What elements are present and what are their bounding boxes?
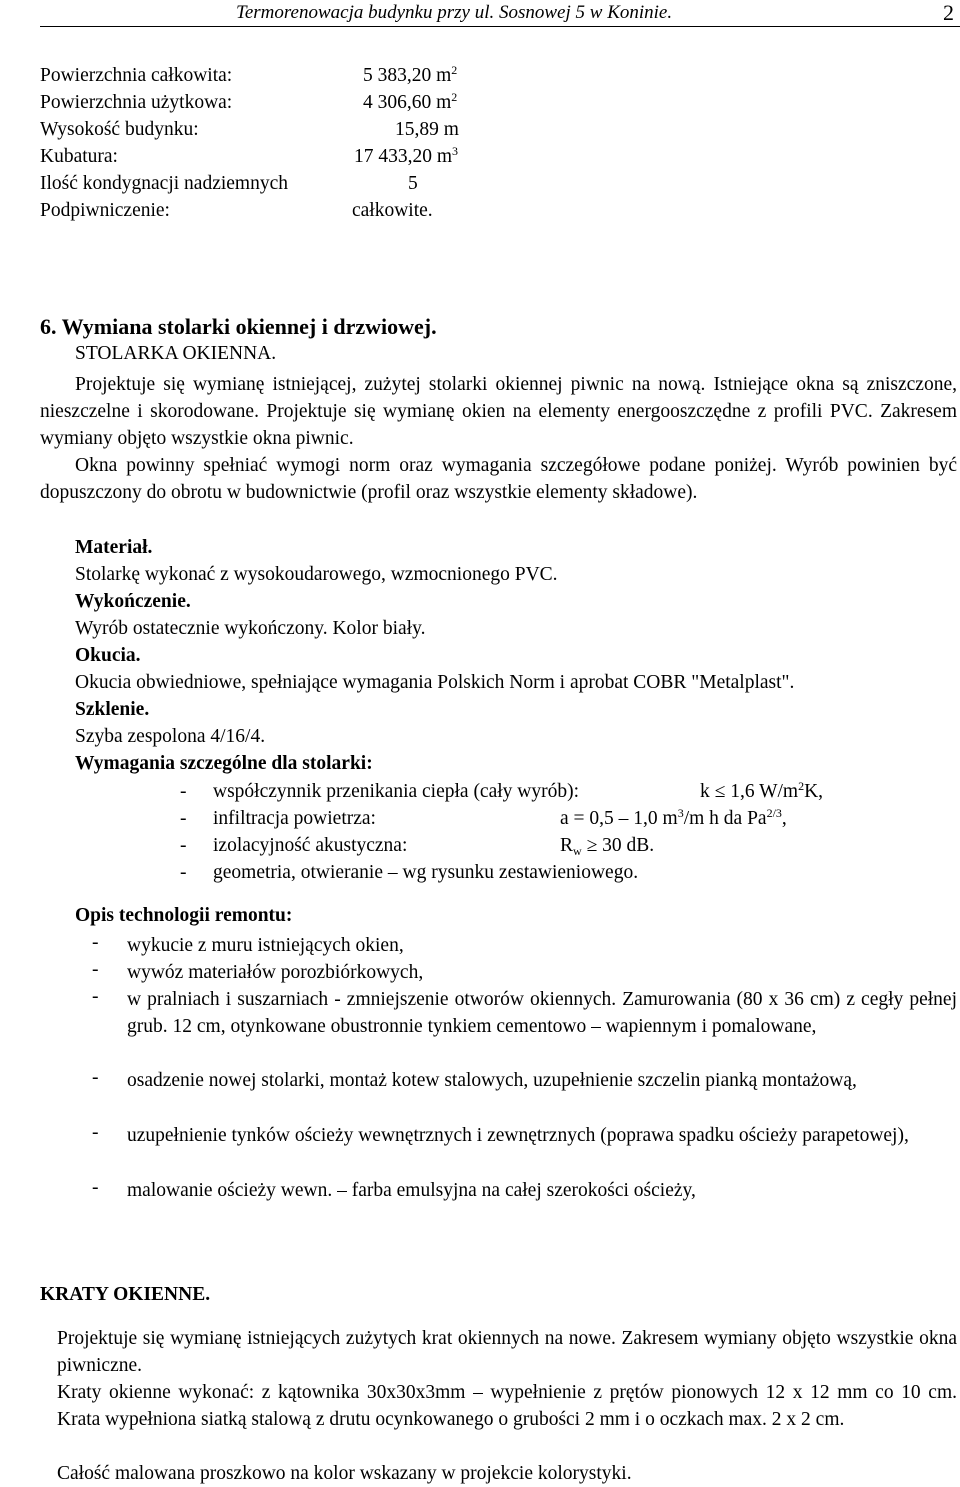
list-bullet: - xyxy=(92,932,99,953)
paragraph: Projektuje się wymianę istniejącej, zużytej stolarki okiennej piwnic na nową. Istniejące okna są zniszczone, nieszczelne i skorodowane. Projektuje się wymianę okien na elementy energooszczędne z profili PVC. Zakresem wymiany objęto wszystkie okna piwnic. xyxy=(40,374,957,449)
list-bullet: - xyxy=(180,835,187,856)
list-bullet: - xyxy=(92,959,99,980)
list-bullet: - xyxy=(92,1067,99,1088)
list-bullet: - xyxy=(180,862,187,883)
grates-heading: KRATY OKIENNE. xyxy=(40,1284,211,1305)
list-bullet: - xyxy=(92,986,99,1007)
list-bullet: - xyxy=(92,1122,99,1143)
paragraph: Projektuje się wymianę istniejących zużytych krat okiennych na nowe. Zakresem wymiany objęto wszystkie okna piwniczne. xyxy=(57,1328,957,1376)
requirement-label: współczynnik przenikania ciepła (cały wyrób): xyxy=(213,781,580,802)
list-item: w pralniach i suszarniach - zmniejszenie otworów okiennych. Zamurowania (80 x 36 cm) z cegły pełnej grub. 12 cm, otynkowane obustronnie tynkiem cementowo – wapiennym i pomalowane, xyxy=(127,989,957,1037)
stat-value: 15,89 m xyxy=(395,119,459,140)
section-heading: 6. Wymiana stolarki okiennej i drzwiowej. xyxy=(40,314,437,339)
requirement-label: geometria, otwieranie – wg rysunku zestawieniowego. xyxy=(213,862,639,883)
requirement-value: $R_w \ge 30$ dB. xyxy=(560,835,655,858)
list-item: wywóz materiałów porozbiórkowych, xyxy=(127,962,424,983)
finish-label: Wykończenie. xyxy=(75,591,191,612)
page-header xyxy=(40,0,960,27)
list-item: malowanie ościeży wewn. – farba emulsyjna na całej szerokości ościeży, xyxy=(127,1180,696,1201)
stat-label: Kubatura: xyxy=(40,146,118,167)
intro-paragraph xyxy=(75,344,957,371)
requirement-value: a = 0,5 – 1,0 $m^3/m$ h da $Pa^{2/3}$, xyxy=(560,806,787,829)
requirements-label: Wymagania szczególne dla stolarki: xyxy=(75,753,373,774)
glazing-label: Szklenie. xyxy=(75,699,150,720)
stat-label: Wysokość budynku: xyxy=(40,119,199,140)
list-item: wykucie z muru istniejących okien, xyxy=(127,935,404,956)
glazing-text: Szyba zespolona 4/16/4. xyxy=(75,726,266,747)
requirement-value: k ≤ 1,6 $W/m^2K$, xyxy=(700,779,824,802)
stat-value: 5 383,20 $m^2$ xyxy=(363,63,458,86)
stat-label: Podpiwniczenie: xyxy=(40,200,170,221)
stat-label: Ilość kondygnacji nadziemnych xyxy=(40,173,289,194)
sub-heading: STOLARKA OKIENNA. xyxy=(75,343,277,364)
requirement-label: izolacyjność akustyczna: xyxy=(213,835,408,856)
list-bullet: - xyxy=(180,781,187,802)
page-number: 2 xyxy=(943,0,954,25)
stat-value: całkowite. xyxy=(352,200,433,221)
stat-label: Powierzchnia całkowita: xyxy=(40,65,233,86)
stat-value: 4 306,60 $m^2$ xyxy=(363,90,458,113)
list-bullet: - xyxy=(92,1177,99,1198)
paragraph: Okna powinny spełniać wymogi norm oraz wymagania szczegółowe podane poniżej. Wyrób powinien być dopuszczony do obrotu w budownictwie (profil oraz wszystkie elementy składowe). xyxy=(40,455,957,503)
fittings-label: Okucia. xyxy=(75,645,141,666)
paragraph: Kraty okienne wykonać: z kątownika 30x30x3mm – wypełnienie z prętów pionowych 12 x 12 mm co 10 cm. Krata wypełniona siatką stalową z drutu ocynkowanego o grubości 2 mm i o oczkach max. 2 x 2 cm. xyxy=(57,1382,957,1430)
list-item: osadzenie nowej stolarki, montaż kotew stalowych, uzupełnienie szczelin pianką montażową, xyxy=(127,1070,857,1091)
technology-label: Opis technologii remontu: xyxy=(75,905,293,926)
header-title: Termorenowacja budynku przy ul. Sosnowej 5 w Koninie. xyxy=(236,2,673,23)
list-bullet: - xyxy=(180,808,187,829)
requirement-label: infiltracja powietrza: xyxy=(213,808,376,829)
paragraph: Całość malowana proszkowo na kolor wskazany w projekcie kolorystyki. xyxy=(57,1463,632,1484)
fittings-text: Okucia obwiedniowe, spełniające wymagania Polskich Norm i aprobat COBR "Metalplast". xyxy=(75,672,795,693)
stat-label: Powierzchnia użytkowa: xyxy=(40,92,233,113)
stat-value: 17 433,20 $m^3$ xyxy=(354,144,459,167)
list-item: uzupełnienie tynków ościeży wewnętrznych i zewnętrznych (poprawa spadku ościeży parapetowej), xyxy=(127,1125,909,1146)
finish-text: Wyrób ostatecznie wykończony. Kolor biały. xyxy=(75,618,426,639)
material-label: Materiał. xyxy=(75,537,153,558)
material-text: Stolarkę wykonać z wysokoudarowego, wzmocnionego PVC. xyxy=(75,564,558,585)
stat-value: 5 xyxy=(408,173,418,194)
